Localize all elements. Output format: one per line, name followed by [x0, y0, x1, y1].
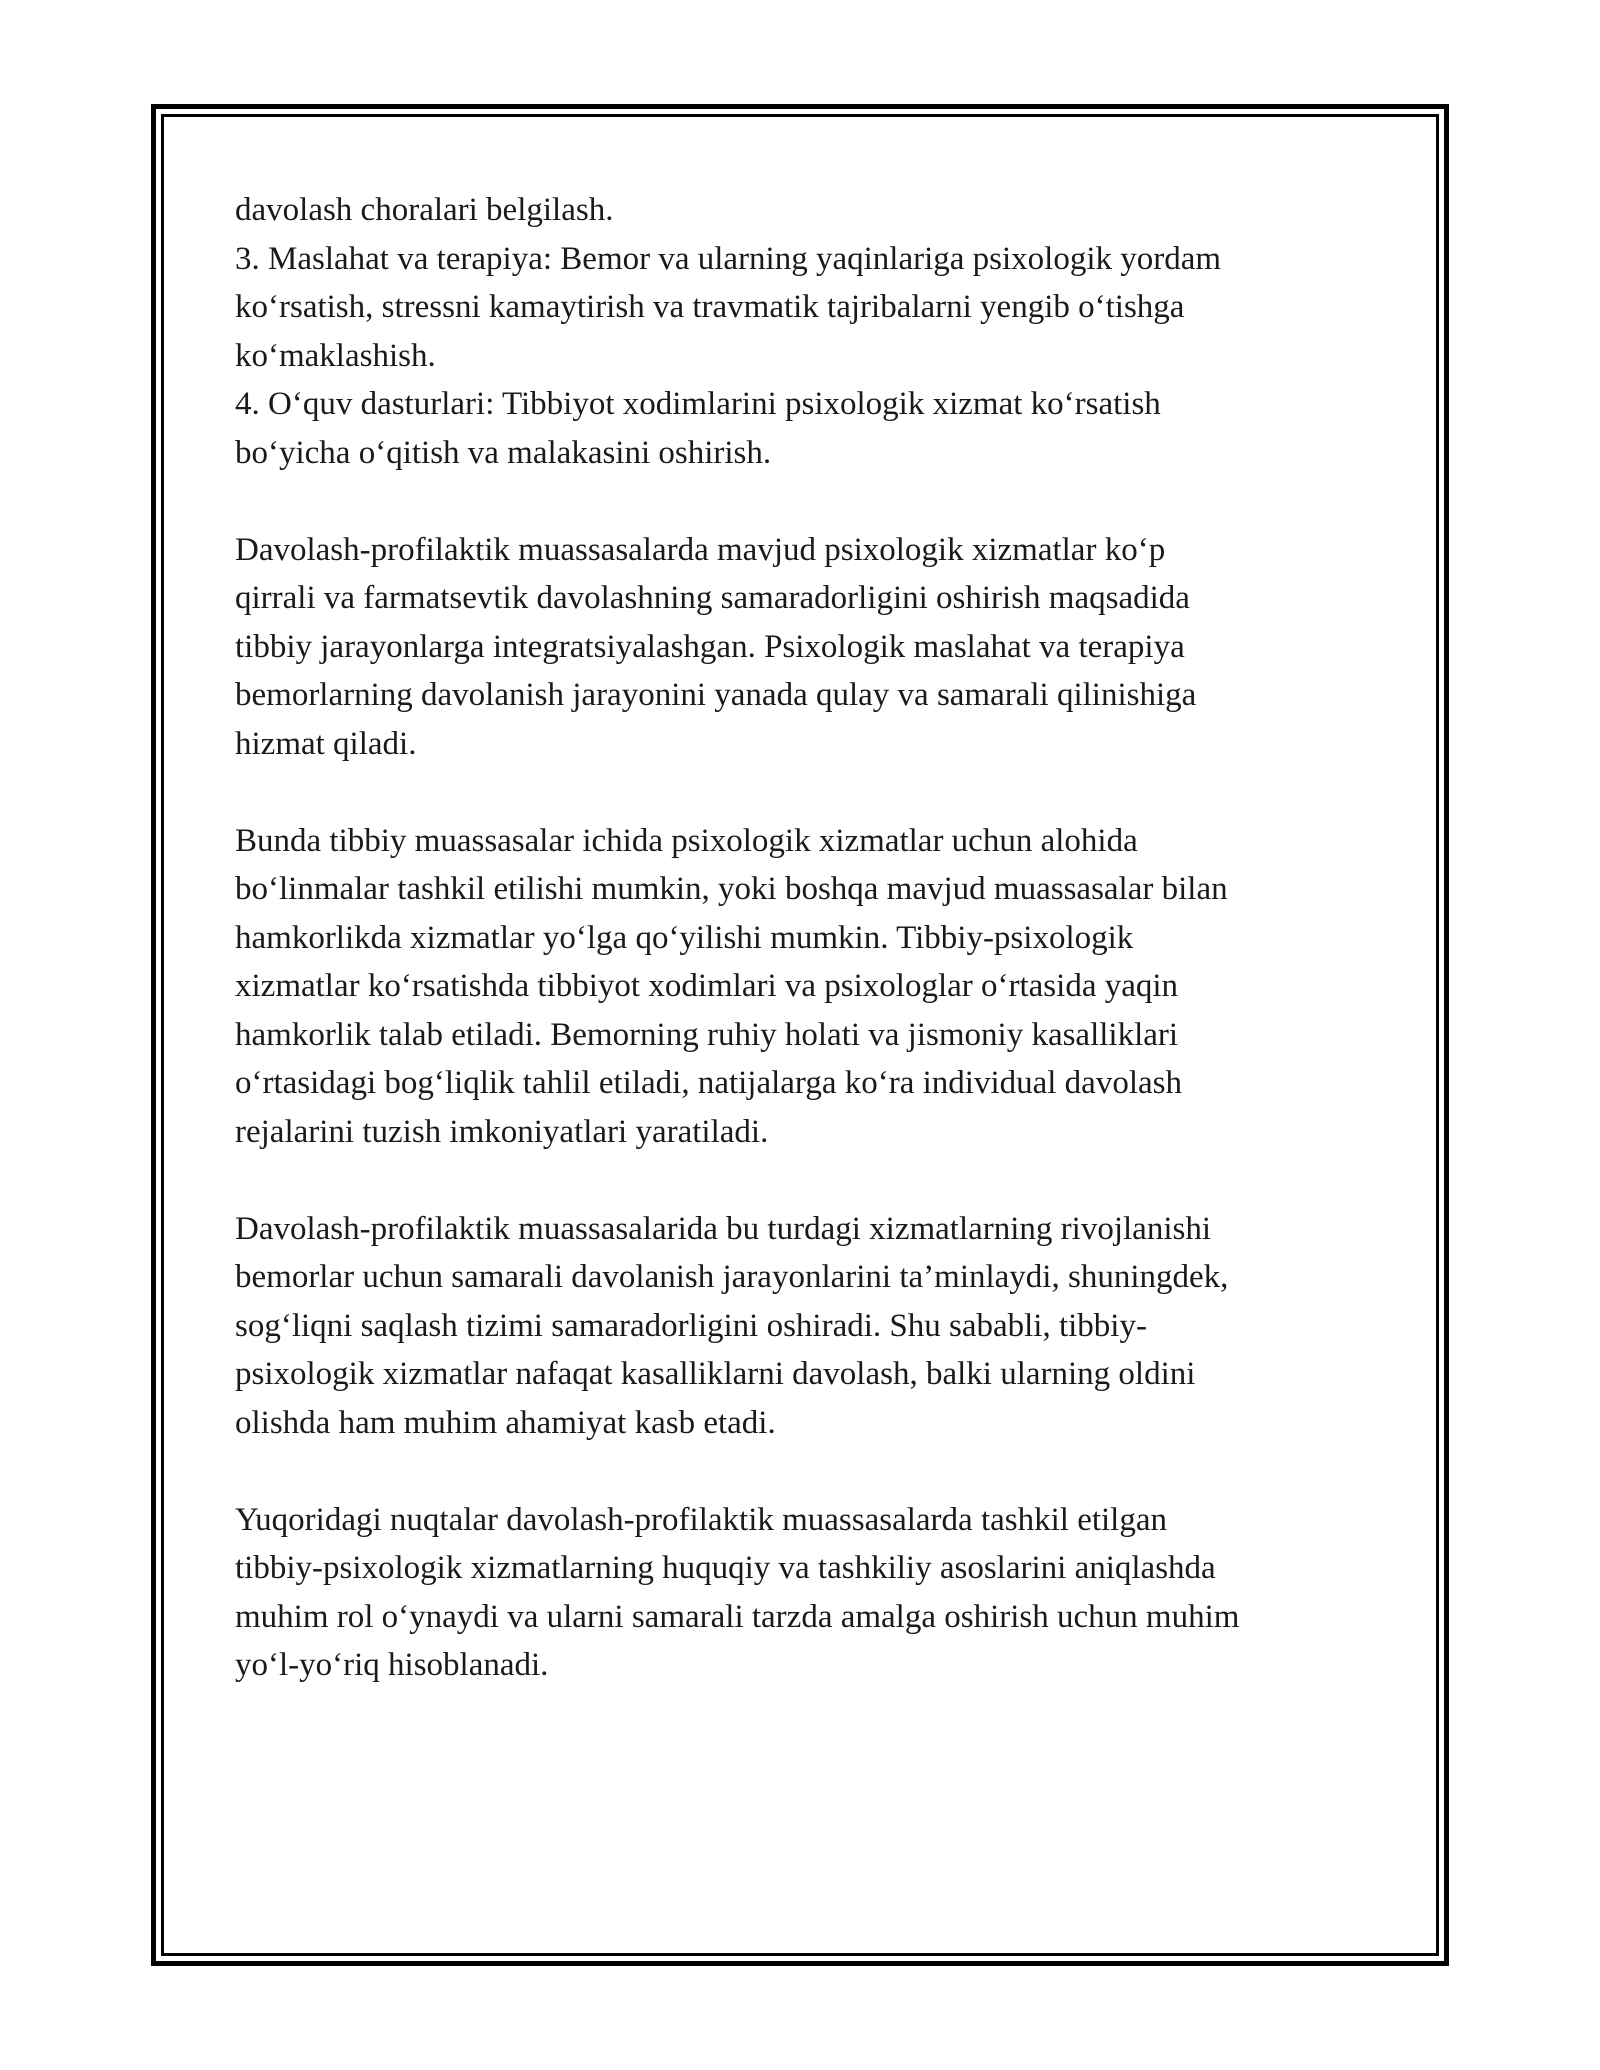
text-line: davolash choralari belgilash. [235, 192, 614, 228]
text-line: rejalarini tuzish imkoniyatlari yaratiladi. [235, 1113, 769, 1150]
text-line: hamkorlikda xizmatlar yo‘lga qo‘yilishi mumkin. Tibbiy-psixologik [235, 919, 1134, 956]
text-line: 4. O‘quv dasturlari: Tibbiyot xodimlarini psixologik xizmat ko‘rsatish [235, 386, 1161, 422]
paragraph-5 [235, 1496, 1365, 1690]
text-line: Davolash-profilaktik muassasalarda mavjud psixologik xizmatlar ko‘p [235, 531, 1166, 568]
text-line: xizmatlar ko‘rsatishda tibbiyot xodimlari va psixologlar o‘rtasida yaqin [235, 968, 1179, 1004]
text-line: Davolash-profilaktik muassasalarida bu turdagi xizmatlarning rivojlanishi [235, 1210, 1211, 1247]
text-line: yo‘l-yo‘riq hisoblanadi. [235, 1647, 549, 1683]
text-line: Yuqoridagi nuqtalar davolash-profilaktik muassasalarda tashkil etilgan [235, 1501, 1167, 1538]
text-line: o‘rtasidagi bog‘liqlik tahlil etiladi, natijalarga ko‘ra individual davolash [235, 1065, 1182, 1101]
paragraph-4 [235, 1205, 1365, 1448]
paragraph-3 [235, 817, 1365, 1157]
text-line: Bunda tibbiy muassasalar ichida psixologik xizmatlar uchun alohida [235, 822, 1138, 859]
text-line: bemorlar uchun samarali davolanish jarayonlarini ta’minlaydi, shuningdek, [235, 1259, 1229, 1295]
text-line: bo‘yicha o‘qitish va malakasini oshirish. [235, 434, 772, 471]
text-line: ko‘rsatish, stressni kamaytirish va travmatik tajribalarni yengib o‘tishga [235, 289, 1185, 325]
text-line: qirrali va farmatsevtik davolashning samaradorligini oshirish maqsadida [235, 580, 1190, 616]
text-line: hamkorlik talab etiladi. Bemorning ruhiy holati va jismoniy kasalliklari [235, 1016, 1179, 1053]
paragraph-2 [235, 526, 1365, 769]
text-line: muhim rol o‘ynaydi va ularni samarali tarzda amalga oshirish uchun muhim [235, 1598, 1240, 1635]
text-line: tibbiy jarayonlarga integratsiyalashgan. Psixologik maslahat va terapiya [235, 628, 1185, 665]
document-body [235, 186, 1365, 1690]
text-line: olishda ham muhim ahamiyat kasb etadi. [235, 1404, 776, 1441]
text-line: 3. Maslahat va terapiya: Bemor va ularning yaqinlariga psixologik yordam [235, 240, 1222, 277]
text-line: sog‘liqni saqlash tizimi samaradorligini oshiradi. Shu sababli, tibbiy- [235, 1307, 1147, 1344]
text-line: psixologik xizmatlar nafaqat kasalliklarni davolash, balki ularning oldini [235, 1356, 1196, 1392]
paragraph-list-items [235, 186, 1365, 477]
text-line: bo‘linmalar tashkil etilishi mumkin, yoki boshqa mavjud muassasalar bilan [235, 871, 1228, 907]
text-line: hizmat qiladi. [235, 725, 417, 762]
text-line: bemorlarning davolanish jarayonini yanada qulay va samarali qilinishiga [235, 677, 1197, 713]
text-line: ko‘maklashish. [235, 337, 436, 374]
text-line: tibbiy-psixologik xizmatlarning huquqiy va tashkiliy asoslarini aniqlashda [235, 1550, 1216, 1586]
